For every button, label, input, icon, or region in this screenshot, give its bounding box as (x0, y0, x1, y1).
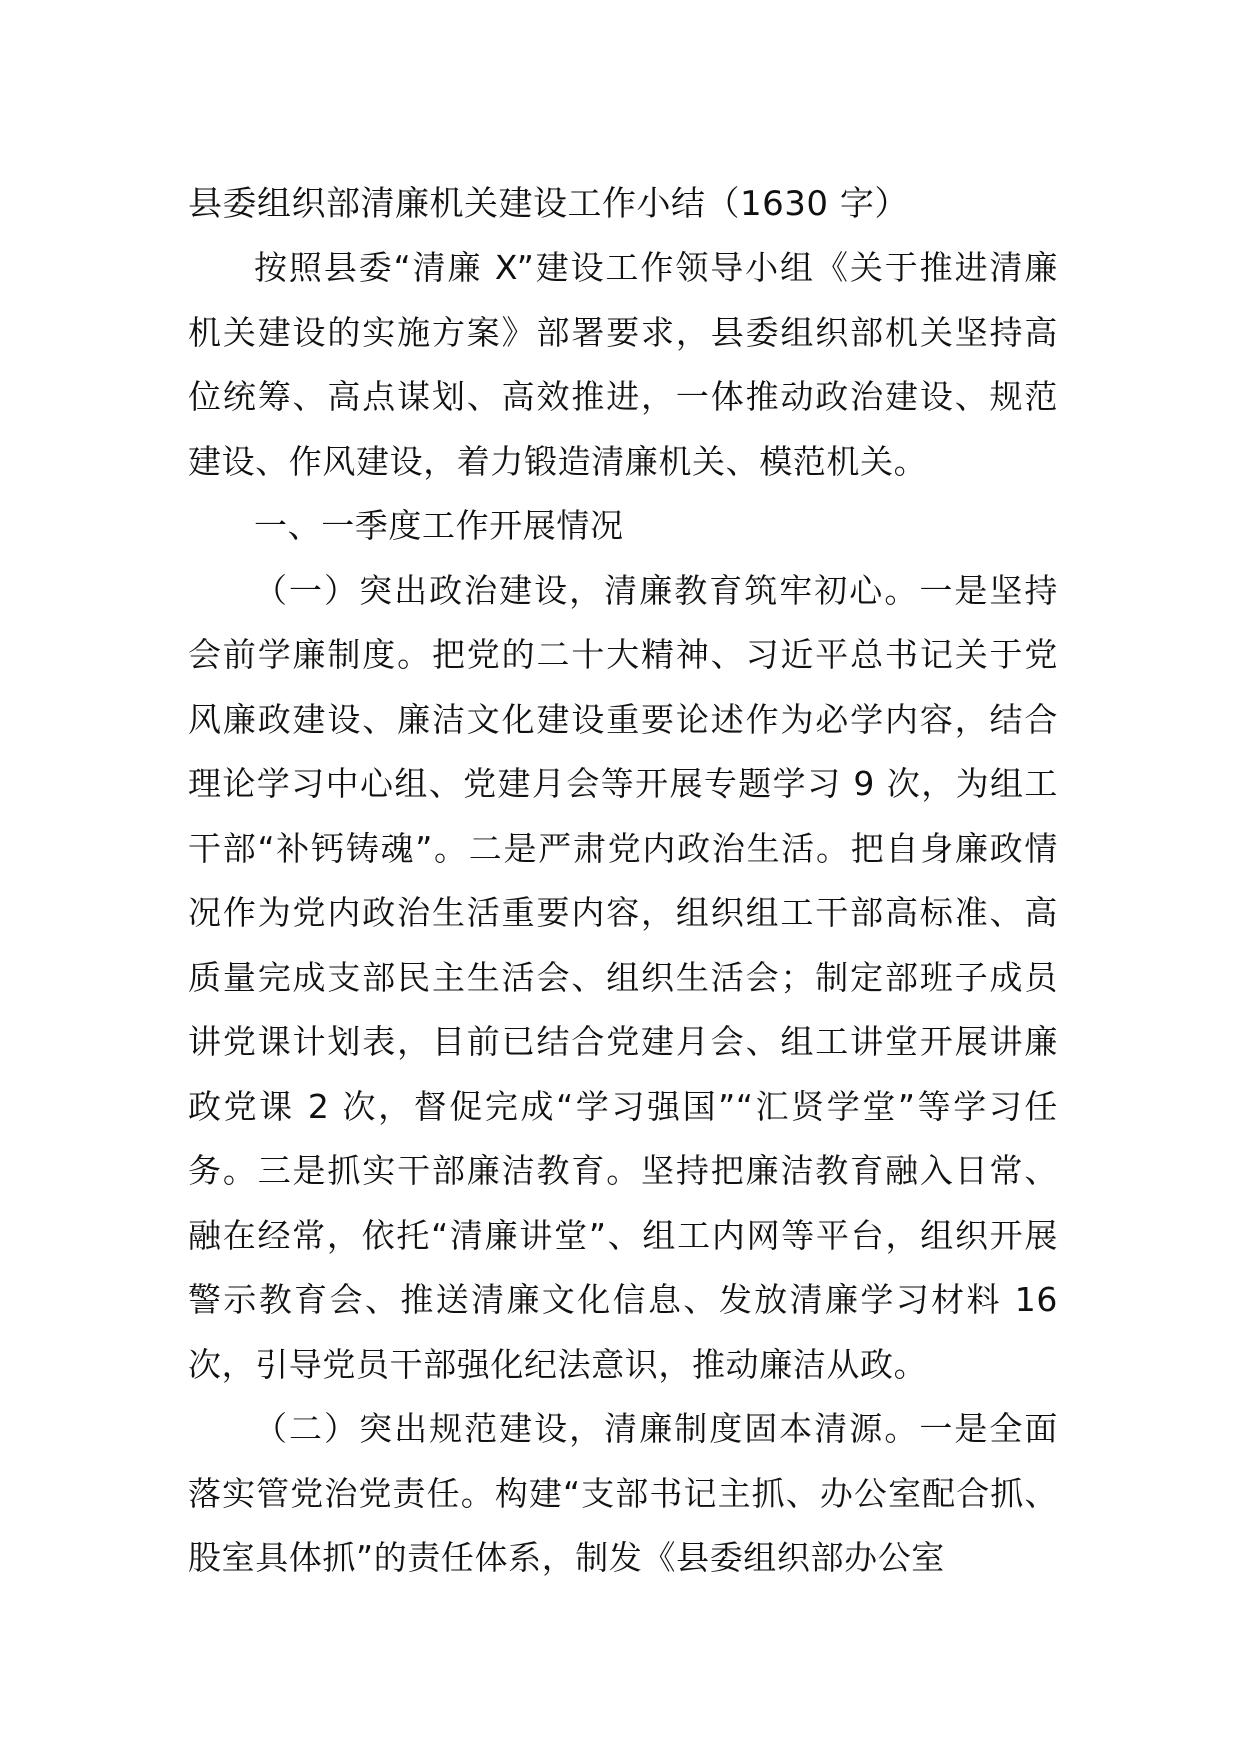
intro-paragraph: 按照县委“清廉 X”建设工作领导小组《关于推进清廉机关建设的实施方案》部署要求，县委组织部机关坚持高位统筹、高点谋划、高效推进，一体推动政治建设、规范建设、作风建设，着力锻造清廉机关、模范机关。 (188, 248, 1058, 481)
section-heading: 一、一季度工作开展情况 (254, 506, 624, 545)
document-title: 县委组织部清廉机关建设工作小结（1630 字） (188, 184, 909, 224)
document-page (188, 172, 1058, 1591)
body-paragraph-political: （一）突出政治建设，清廉教育筑牢初心。一是坚持会前学廉制度。把党的二十大精神、习近平总书记关于党风廉政建设、廉洁文化建设重要论述作为必学内容，结合理论学习中心组、党建月会等开展专题学习 9 次，为组工干部“补钙铸魂”。二是严肃党内政治生活。把自身廉政情况作为党内政治生活重要内容，组织组工干部高标准、高质量完成支部民主生活会、组织生活会；制定部班子成员讲党课计划表，目前已结合党建月会、组工讲堂开展讲廉政党课 2 次，督促完成“学习强国”“汇贤学堂”等学习任务。三是抓实干部廉洁教育。坚持把廉洁教育融入日常、融在经常，依托“清廉讲堂”、组工内网等平台，组织开展警示教育会、推送清廉文化信息、发放清廉学习材料 16 次，引导党员干部强化纪法意识，推动廉洁从政。 (188, 570, 1058, 1384)
body-paragraph-regulation: （二）突出规范建设，清廉制度固本清源。一是全面落实管党治党责任。构建“支部书记主抓、办公室配合抓、股室具体抓”的责任体系，制发《县委组织部办公室 (188, 1409, 1058, 1577)
